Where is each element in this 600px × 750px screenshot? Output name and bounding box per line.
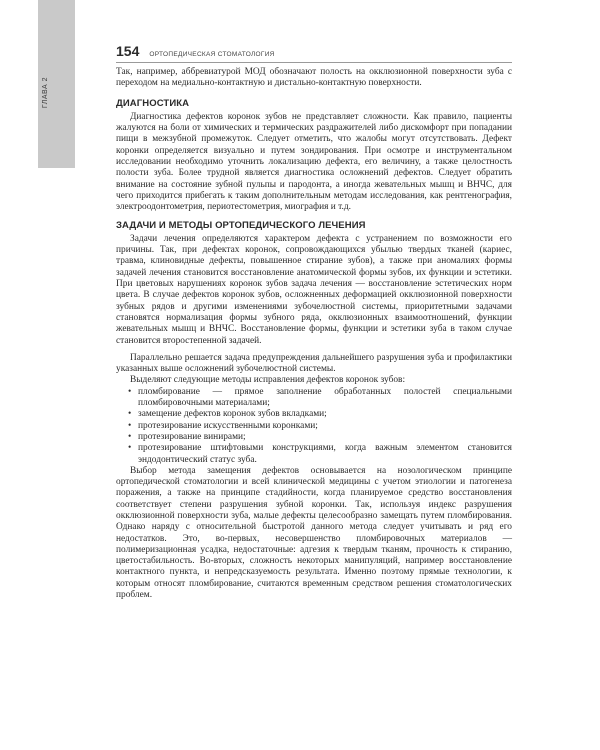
list-item-text: замещение дефектов коронок зубов вкладками; xyxy=(138,409,327,420)
bullet-icon: • xyxy=(128,443,132,454)
bullet-icon: • xyxy=(128,409,132,420)
running-title: ОРТОПЕДИЧЕСКАЯ СТОМАТОЛОГИЯ xyxy=(149,51,275,58)
bullet-icon: • xyxy=(128,420,132,431)
list-item xyxy=(128,409,512,420)
page-body xyxy=(116,67,512,601)
bullet-icon: • xyxy=(128,386,132,397)
treatment-paragraph-2: Параллельно решается задача предупреждения дальнейшего разрушения зуба и профилактики указанных выше осложнений зубочелюстной системы. xyxy=(116,352,512,375)
methods-list xyxy=(116,387,512,466)
list-item xyxy=(128,420,512,432)
page-number: 154 xyxy=(116,43,140,59)
intro-paragraph: Так, например, аббревиатурой МОД обозначают полость на окклюзионной поверхности зуба с переходом на медиально-контактную и дистально-контактную поверхности. xyxy=(116,67,512,89)
treatment-paragraph-1: Задачи лечения определяются характером дефекта с устранением по возможности его причины. Так, при дефектах коронок, сопровождающихся убылью твердых тканей (кариес, травма, клиновидные дефекты, повышенное стирание зубов), а также при аномалиях формы задачей лечения становится восстановление анатомической формы зубов, их функции и эстетики. При цветовых нарушениях коронок зубов задача лечения — восстановление эстетических норм цвета. В случае дефектов коронок зубов, осложненных деформацией окклюзионной поверхности зубных рядов и другими изменениями зубочелюстной системы, приоритетными задачами становятся нормализация формы зубного ряда, окклюзионных взаимоотношений, функции жевательных мышц и ВНЧС. Восстановление формы, функции и эстетики зуба в таком случае становится второстепенной задачей. xyxy=(116,233,512,346)
treatment-paragraph-3: Выбор метода замещения дефектов основывается на нозологическом принципе ортопедической стоматологии и всей клинической медицины с учетом этиологии и патогенеза поражения, а также на принципе стадийности, когда планируемое средство восстановления соответствует степени разрушения зубной коронки. Так, используя индекс разрушения окклюзионной поверхности зуба, малые дефекты целесообразно замещать путем пломбирования. Однако наряду с относительной быстротой данного метода следует учитывать и ряд его недостатков. Это, во-первых, несовершенство пломбировочных материалов — полимеризационная усадка, недостаточные: адгезия к твердым тканям, прочность к стиранию, цветостабильность. Во-вторых, сложность некоторых манипуляций, например восстановление контактного пункта, и непредсказуемость результата. Именно поэтому прямые технологии, к которым относят пломбирование, считаются временным средством решения стоматологических проблем. xyxy=(116,465,512,601)
list-item-text: протезирование винирами; xyxy=(138,431,246,442)
diagnostics-paragraph: Диагностика дефектов коронок зубов не представляет сложности. Как правило, пациенты жалуются на боли от химических и термических раздражителей либо дискомфорт при попадании пищи в межзубной промежуток. Следует отметить, что жалобы могут отсутствовать. Дефект коронки определяется визуально и путем зондирования. При осмотре и инструментальном исследовании необходимо уточнить локализацию дефекта, его величину, а также целостность полости зуба. Более трудной является диагностика осложнений дефектов. Следует обратить внимание на состояние зубной пульпы и пародонта, а иногда жевательных мышц и ВНЧС, для чего приходится прибегать к таким дополнительным методам исследования, как рентгенография, электроодонтометрия, периотестометрия, миография и т.д. xyxy=(116,111,512,213)
section-heading-treatment: ЗАДАЧИ И МЕТОДЫ ОРТОПЕДИЧЕСКОГО ЛЕЧЕНИЯ xyxy=(116,219,366,231)
list-item xyxy=(128,443,512,466)
bullet-icon: • xyxy=(128,431,132,442)
list-item xyxy=(128,386,512,410)
chapter-tab-label: ГЛАВА 2 xyxy=(42,77,49,109)
list-item-text: протезирование штифтовыми конструкциями, когда важным элементом становится эндодонтический статус зуба. xyxy=(138,443,512,465)
list-item xyxy=(128,431,512,443)
list-item-text: пломбирование — прямое заполнение обработанных полостей специальными пломбировочными материалами; xyxy=(138,386,512,409)
list-item-text: протезирование искусственными коронками; xyxy=(138,420,318,431)
methods-list-intro: Выделяют следующие методы исправления дефектов коронок зубов: xyxy=(130,375,406,386)
section-heading-diagnostics: ДИАГНОСТИКА xyxy=(116,97,190,109)
page-header xyxy=(116,43,512,63)
